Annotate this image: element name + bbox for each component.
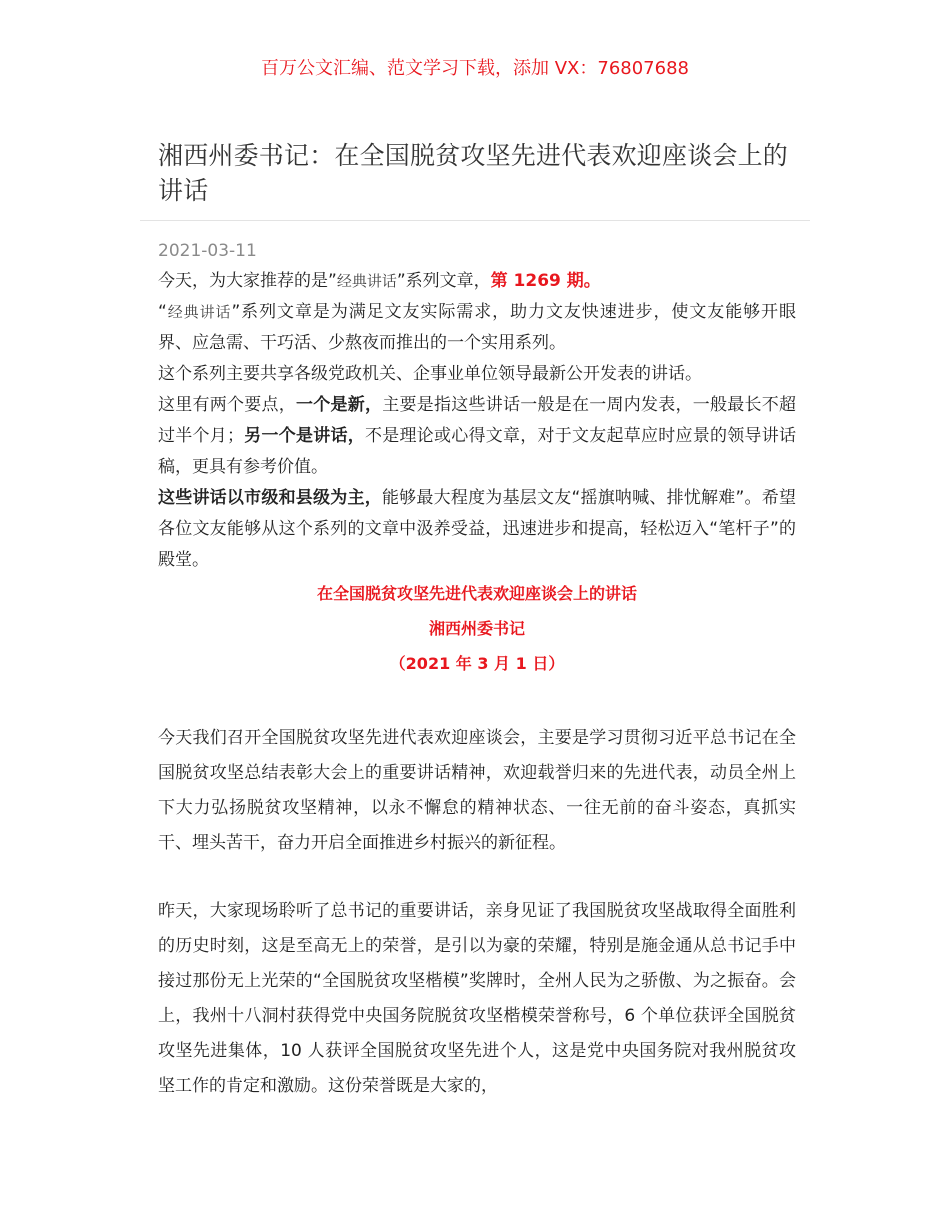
spacer [158, 861, 796, 894]
intro-paragraph-1 [158, 266, 796, 297]
promo-banner: 百万公文汇编、范文学习下载，添加 VX：76807688 [261, 58, 689, 79]
speech-heading: 在全国脱贫攻坚先进代表欢迎座谈会上的讲话 [316, 584, 637, 603]
intro-text: “ [158, 302, 167, 322]
key-point-speech: 另一个是讲话， [244, 426, 365, 446]
key-point-new: 一个是新， [296, 395, 383, 415]
intro-paragraph-2 [158, 297, 796, 359]
intro-text: 主要是指这些讲话一般是在一周内发表，一般最长不超过半个月； [158, 395, 796, 446]
intro-text: 今天，为大家推荐的是” [158, 271, 337, 291]
intro-text: 能够最大程度为基层文友“摇旗呐喊、排忧解难”。希望各位文友能够从这个系列的文章中汲养受益，迅速进步和提高，轻松迈入“笔杆子”的殿堂。 [158, 488, 796, 570]
intro-text: 不是理论或心得文章，对于文友起草应时应景的领导讲话稿，更具有参考价值。 [158, 426, 796, 477]
speech-speaker: 湘西州委书记 [428, 619, 525, 638]
intro-text: ”系列文章， [396, 271, 491, 291]
speech-date: （2021 年 3 月 1 日） [389, 654, 565, 673]
series-name: 经典讲话 [166, 303, 232, 321]
speech-paragraph-2: 昨天，大家现场聆听了总书记的重要讲话，亲身见证了我国脱贫攻坚战取得全面胜利的历史时刻，这是至高无上的荣誉，是引以为豪的荣耀，特别是施金通从总书记手中接过那份无上光荣的“全国脱贫攻坚楷模”奖牌时，全州人民为之骄傲、为之振奋。会上，我州十八洞村获得党中央国务院脱贫攻坚楷模荣誉称号，6 个单位获评全国脱贫攻坚先进集体，10 人获评全国脱贫攻坚先进个人，这是党中央国务院对我州脱贫攻坚工作的肯定和激励。这份荣誉既是大家的， [158, 901, 796, 1096]
intro-text: ”系列文章是为满足文友实际需求，助力文友快速进步，使文友能够开眼界、应急需、干巧活、少熬夜而推出的一个实用系列。 [158, 302, 796, 353]
intro-text: 这里有两个要点， [158, 395, 296, 415]
article-content [158, 236, 796, 1104]
intro-paragraph-3: 这个系列主要共享各级党政机关、企事业单位领导最新公开发表的讲话。 [158, 364, 702, 384]
series-name: 经典讲话 [336, 272, 397, 290]
issue-number: 第 1269 期。 [490, 271, 601, 291]
article-title: 湘西州委书记：在全国脱贫攻坚先进代表欢迎座谈会上的讲话 [158, 141, 789, 205]
title-divider [140, 220, 810, 221]
key-point-level: 这些讲话以市级和县级为主， [158, 488, 382, 508]
spacer [158, 681, 796, 721]
publish-date: 2021-03-11 [158, 241, 257, 261]
speech-paragraph-1: 今天我们召开全国脱贫攻坚先进代表欢迎座谈会，主要是学习贯彻习近平总书记在全国脱贫攻坚总结表彰大会上的重要讲话精神，欢迎载誉归来的先进代表，动员全州上下大力弘扬脱贫攻坚精神，以永不懈怠的精神状态、一往无前的奋斗姿态，真抓实干、埋头苦干，奋力开启全面推进乡村振兴的新征程。 [158, 728, 796, 853]
intro-paragraph-4 [158, 390, 796, 483]
intro-paragraph-5 [158, 483, 796, 576]
